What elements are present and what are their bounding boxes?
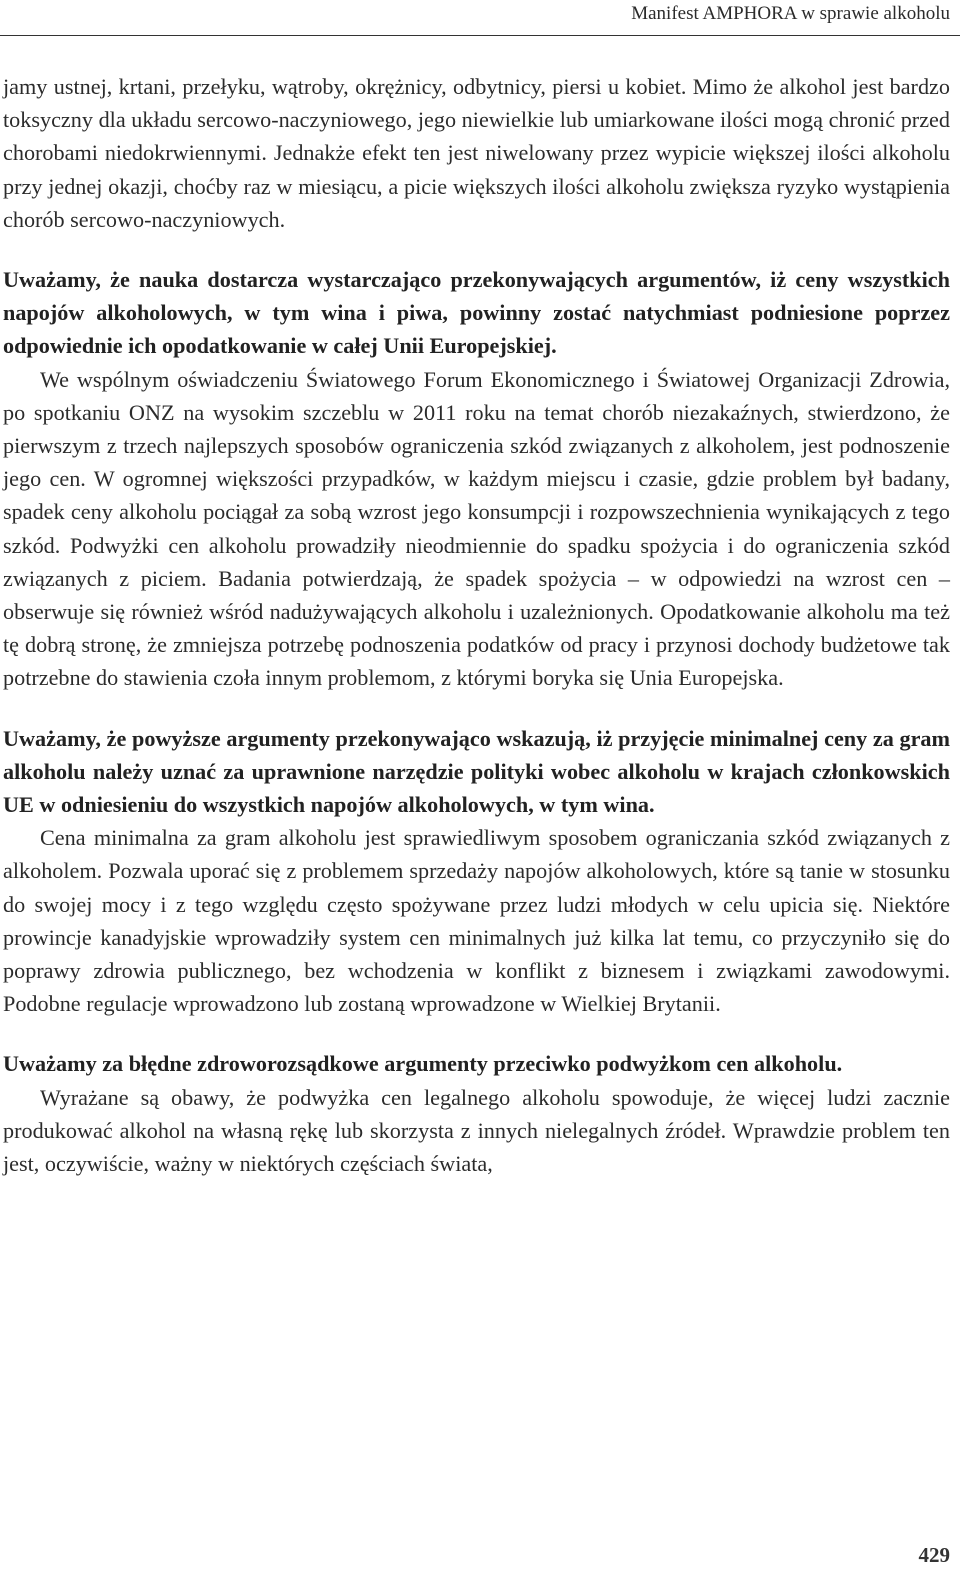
paragraph-health-risks: jamy ustnej, krtani, przełyku, wątroby, okrężnicy, odbytnicy, piersi u kobiet. Mimo że alkohol jest bardzo toksyczny dla układu sercowo-naczyniowego, jego niewielkie lub umiarkowane ilości mogą chronić przed chorobami niedokrwiennymi. Jednakże efekt ten jest niwelowany przez wypicie większej ilości alkoholu przy jednej okazji, choćby raz w miesiącu, a picie większych ilości alkoholu zwiększa ryzyko wystąpienia chorób sercowo-naczyniowych. bbox=[3, 74, 950, 232]
page-body bbox=[3, 70, 950, 1180]
thesis-taxation: Uważamy, że nauka dostarcza wystarczająco przekonywających argumentów, iż ceny wszystkich napojów alkoholowych, w tym wina i piwa, powinny zostać natychmiast podniesione poprzez odpowiednie ich opodatkowanie w całej Unii Europejskiej. bbox=[3, 267, 950, 359]
paragraph-minimum-price: Cena minimalna za gram alkoholu jest sprawiedliwym sposobem ograniczania szkód związanych z alkoholem. Pozwala uporać się z problemem sprzedaży napojów alkoholowych, które są tanie w stosunku do swojej mocy i z tego względu często spożywane przez ludzi młodych w celu upicia się. Niektóre prowincje kanadyjskie wprowadziły system cen minimalnych już kilka lat temu, co przyczyniło się do poprawy zdrowia publicznego, bez wchodzenia w konflikt z biznesem i związkami zawodowymi. Podobne regulacje wprowadzono lub zostaną wprowadzone w Wielkiej Brytanii. bbox=[3, 825, 950, 1017]
page-number: 429 bbox=[918, 1543, 950, 1567]
running-header bbox=[0, 0, 960, 36]
thesis-counterarguments: Uważamy za błędne zdroworozsądkowe argumenty przeciwko podwyżkom cen alkoholu. bbox=[3, 1051, 843, 1077]
running-header-title: Manifest AMPHORA w sprawie alkoholu bbox=[631, 3, 950, 24]
header-rule bbox=[0, 35, 960, 36]
thesis-minimum-price: Uważamy, że powyższe argumenty przekonywająco wskazują, iż przyjęcie minimalnej ceny za gram alkoholu należy uznać za uprawnione narzędzie polityki wobec alkoholu w krajach członkowskich UE w odniesieniu do wszystkich napojów alkoholowych, w tym wina. bbox=[3, 725, 950, 818]
paragraph-illegal-alcohol: Wyrażane są obawy, że podwyżka cen legalnego alkoholu spowoduje, że więcej ludzi zacznie produkować alkohol na własną rękę lub skorzysta z innych nielegalnych źródeł. Wprawdzie problem ten jest, oczywiście, ważny w niektórych częściach świata, bbox=[3, 1084, 950, 1177]
paragraph-price-evidence: We wspólnym oświadczeniu Światowego Forum Ekonomicznego i Światowej Organizacji Zdrowia, po spotkaniu ONZ na wysokim szczeblu w 2011 roku na temat chorób niezakaźnych, stwierdzono, że pierwszym z trzech najlepszych sposobów ograniczenia szkód związanych z alkoholem, jest podnoszenie jego cen. W ogromnej większości przypadków, w każdym miejscu i czasie, gdzie problem był badany, spadek ceny alkoholu pociągał za sobą wzrost jego konsumpcji i rozpowszechnienia wynikających z tego szkód. Podwyżki cen alkoholu prowadziły nieodmiennie do spadku spożycia i do ograniczenia szkód związanych z piciem. Badania potwierdzają, że spadek spożycia – w odpowiedzi na wzrost cen – obserwuje się również wśród nadużywających alkoholu i uzależnionych. Opodatkowanie alkoholu ma też tę dobrą stronę, że zmniejsza potrzebę podnoszenia podatków od pracy i przynosi dochody budżetowe tak potrzebne do stawienia czoła innym problemom, z którymi boryka się Unia Europejska. bbox=[3, 366, 950, 691]
